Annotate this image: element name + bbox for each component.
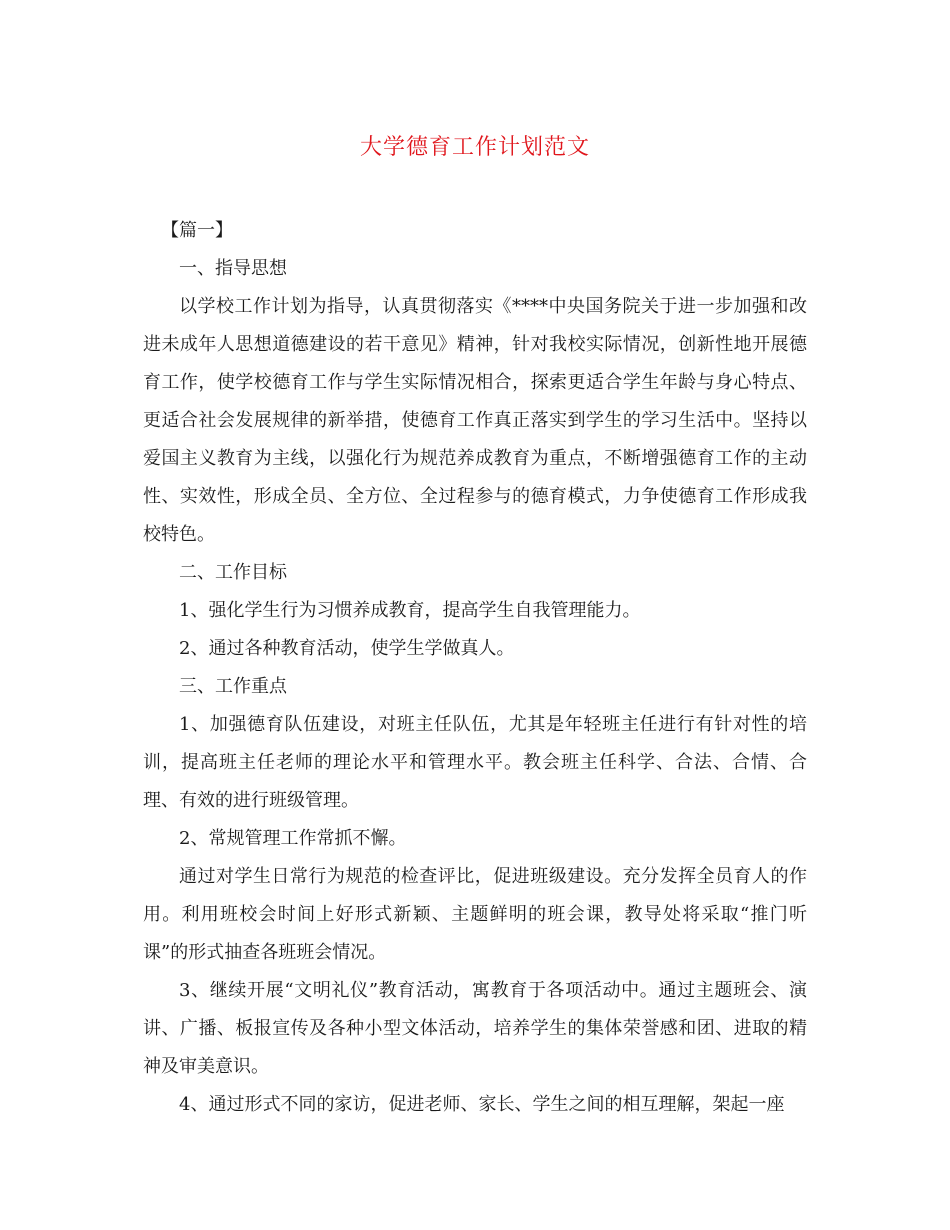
focus-item-2-detail: 通过对学生日常行为规范的检查评比，促进班级建设。充分发挥全员育人的作用。利用班校会时间上好形式新颖、主题鲜明的班会课，教导处将采取“推门听课”的形式抽查各班班会情况。 [143, 866, 807, 963]
goal-item-1: 1、强化学生行为习惯养成教育，提高学生自我管理能力。 [179, 600, 641, 621]
focus-item-1: 1、加强德育队伍建设，对班主任队伍，尤其是年轻班主任进行有针对性的培训，提高班主任老师的理论水平和管理水平。教会班主任科学、合法、合情、合理、有效的进行班级管理。 [143, 714, 807, 811]
section-marker: 【篇一】 [161, 220, 233, 241]
focus-item-4: 4、通过形式不同的家访，促进老师、家长、学生之间的相互理解，架起一座 [179, 1094, 785, 1115]
document-body [143, 212, 807, 1124]
heading-work-goals: 二、工作目标 [179, 562, 287, 583]
document-title: 大学德育工作计划范文 [359, 135, 590, 160]
focus-item-2: 2、常规管理工作常抓不懈。 [179, 828, 407, 849]
paragraph-guiding-thought: 以学校工作计划为指导，认真贯彻落实《****中央国务院关于进一步加强和改进未成年人思想道德建设的若干意见》精神，针对我校实际情况，创新性地开展德育工作，使学校德育工作与学生实际情况相合，探索更适合学生年龄与身心特点、更适合社会发展规律的新举措，使德育工作真正落实到学生的学习生活中。坚持以爱国主义教育为主线，以强化行为规范养成教育为重点，不断增强德育工作的主动性、实效性，形成全员、全方位、全过程参与的德育模式，力争使德育工作形成我校特色。 [143, 296, 807, 545]
focus-item-3: 3、继续开展“文明礼仪”教育活动，寓教育于各项活动中。通过主题班会、演讲、广播、板报宣传及各种小型文体活动，培养学生的集体荣誉感和团、进取的精神及审美意识。 [143, 980, 807, 1077]
goal-item-2: 2、通过各种教育活动，使学生学做真人。 [179, 638, 515, 659]
heading-work-focus: 三、工作重点 [179, 676, 287, 697]
heading-guiding-thought: 一、指导思想 [179, 258, 287, 279]
